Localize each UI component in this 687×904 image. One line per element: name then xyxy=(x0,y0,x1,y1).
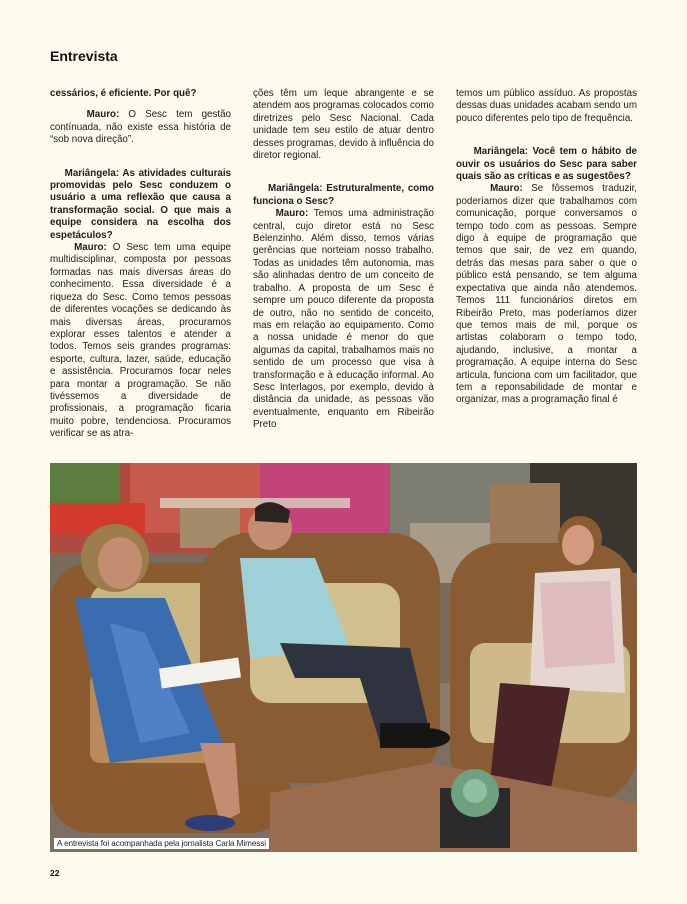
interview-photo xyxy=(50,463,637,852)
page-number: 22 xyxy=(50,868,60,878)
article-column-2 xyxy=(253,88,434,441)
interview-photo-illustration xyxy=(50,463,637,852)
question-paragraph xyxy=(253,183,434,208)
speaker-label: Mauro: xyxy=(74,242,107,254)
answer-paragraph xyxy=(456,183,637,406)
answer-text: Temos uma administração central, cujo diretor está no Sesc Belenzinho. Além disso, temos várias gerências que norteiam nosso trabalho. Todas as unidades têm autonomia, mas são alinhadas dentro de um conceito de trabalho. A proposta de um Sesc é sempre um pouco diferente da proposta de outro, não no sentido de conceito, mas em relação ao equipamento. Como a nossa unidade é menor do que algumas da capital, trabalhamos mais no sentido de um processo que visa à transformação e à educação informal. Ao Sesc Interlagos, por exemplo, devido à distância da unidade, as pessoas vão eventualmente, enquanto em Ribeirão Preto xyxy=(253,208,434,431)
question-paragraph xyxy=(50,168,231,242)
question-text: Mariângela: Você tem o hábito de ouvir os usuários do Sesc para saber quais são as críticas e as sugestões? xyxy=(456,146,638,183)
speaker-label: Mauro: xyxy=(86,109,120,121)
speaker-label: Mauro: xyxy=(275,208,309,220)
answer-text: Se fôssemos traduzir, poderíamos dizer que trabalhamos com comunicação, porque conversamos o tempo todo com as pessoas. Sempre digo à equipe de programação que temos que sair, de vez em quando, detrás das mesas para saber o que o público está pensando, se tem alguma expectativa que ainda não atendemos. Temos 111 funcionários diretos em Ribeirão Preto, mas poderíamos dizer que temos mais de mil, porque os artistas colaboram o tempo todo, ajudando, inclusive, a montar a programação. A equipe interna do Sesc articula, funciona com um facilitador, que tem a reponsabilidade de montar e organizar, mas a programação final é xyxy=(456,183,638,406)
answer-paragraph xyxy=(50,242,231,441)
answer-paragraph xyxy=(50,109,231,146)
article-column-3 xyxy=(456,88,637,416)
photo-caption: A entrevista foi acompanhada pela jornalista Carla Mimessi xyxy=(54,838,269,849)
section-title: Entrevista xyxy=(50,48,118,64)
answer-text: O Sesc tem uma equipe multidisciplinar, composta por pessoas formadas nas mais diversas áreas do conhecimento. Essa diversidade é a riqueza do Sesc. Como temos pessoas de diferentes vocações se dedicando às mais diversas áreas, procuramos explorar esses talentos e atender a todos. Temos seis grandes programas: esporte, cultura, lazer, saúde, educação e assistência. Procuramos focar neles para montar a programação. Se não tivéssemos a diversidade de profissionais, a programação ficaria muito pobre, tendenciosa. Procuramos verificar se as atra- xyxy=(50,242,231,440)
speaker-label: Mauro: xyxy=(490,183,523,195)
article-column-1 xyxy=(50,88,231,450)
question-text: Mariângela: As atividades culturais promovidas pelo Sesc conduzem o usuário a uma reflexão que causa a transformação social. O que mais a equipe considera na escolha dos espetáculos? xyxy=(50,167,231,241)
answer-text: O Sesc tem gestão contínuada, não existe essa história de “sob nova direção”. xyxy=(50,109,231,146)
question-text: Mariângela: Estruturalmente, como funciona o Sesc? xyxy=(253,183,434,207)
answer-paragraph xyxy=(253,208,434,431)
question-paragraph xyxy=(456,146,637,183)
answer-paragraph: temos um público assíduo. As propostas dessas duas unidades acabam sendo um pouco diferentes pelo tipo de frequência. xyxy=(456,88,637,124)
question-continuation: cessários, é eficiente. Por quê? xyxy=(50,88,197,99)
answer-paragraph: ções têm um leque abrangente e se atendem aos programas colocados como diretrizes pelo Sesc Nacional. Cada unidade tem seu estilo de atuar dentro desses programas, devido à influência do diretor regional. xyxy=(253,88,434,162)
